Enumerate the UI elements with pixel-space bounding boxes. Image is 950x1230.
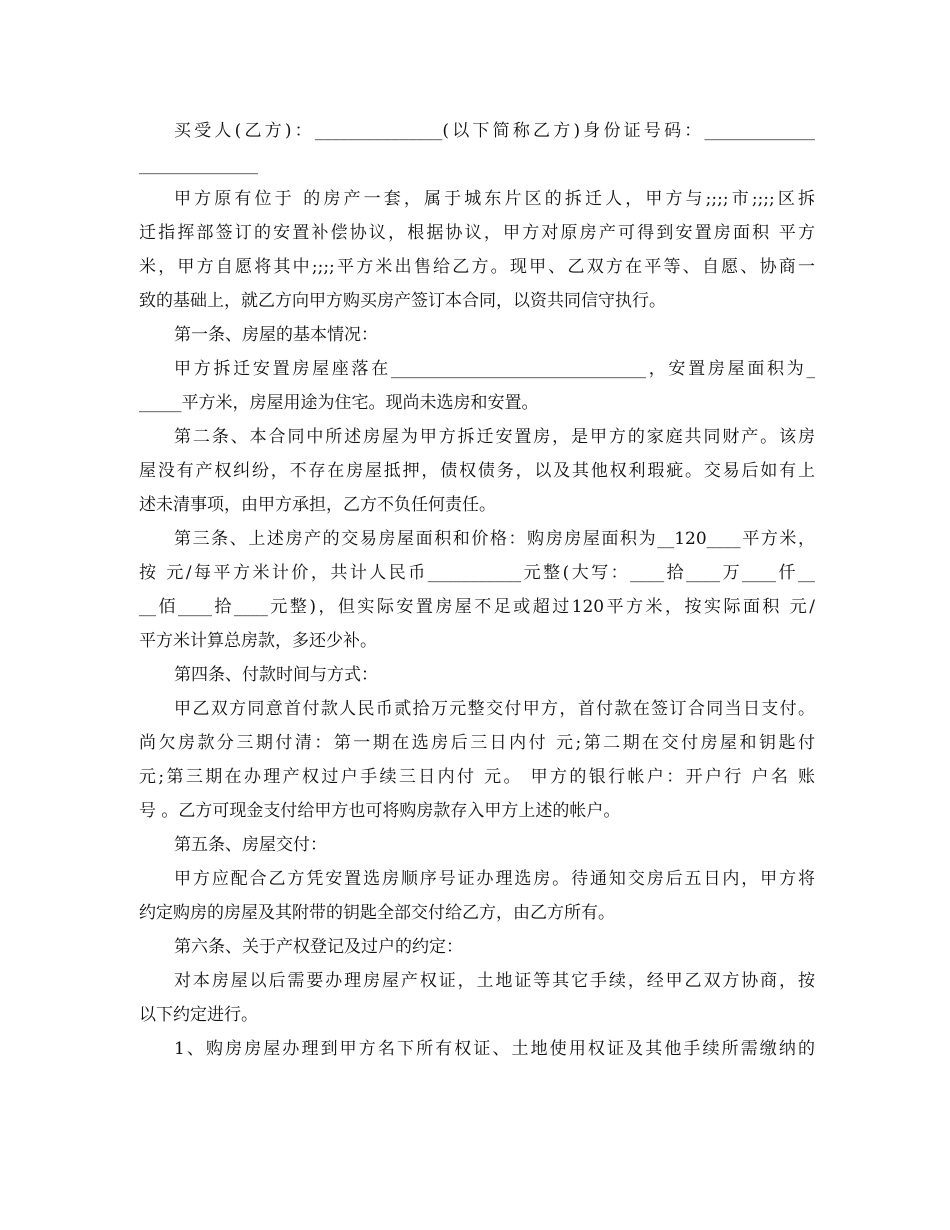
article-4-line: 元;第三期在办理产权过户手续三日内付 元。 甲方的银行帐户：开户行 户名 账 bbox=[139, 767, 815, 787]
article-1-line: _____平方米，房屋用途为住宅。现尚未选房和安置。 bbox=[139, 393, 539, 413]
article-4-line: 甲乙双方同意首付款人民币贰拾万元整交付甲方，首付款在签订合同当日支付。 bbox=[174, 699, 815, 719]
preamble-line: 迁指挥部签订的安置补偿协议，根据协议，甲方对原房产可得到安置房面积 平方 bbox=[139, 223, 815, 243]
article-6-line: 对本房屋以后需要办理房屋产权证，土地证等其它手续，经甲乙双方协商，按 bbox=[174, 971, 815, 991]
article-1-heading: 第一条、房屋的基本情况： bbox=[174, 325, 378, 345]
article-3-line: __佰____拾____元整)，但实际安置房屋不足或超过120平方米，按实际面积 元/ bbox=[139, 597, 815, 617]
buyer-line: 买受人(乙方)：_______________(以下简称乙方)身份证号码：_____________ bbox=[174, 121, 815, 141]
article-3-line: 平方米计算总房款，多还少补。 bbox=[139, 631, 377, 651]
article-5-line: 约定购房的房屋及其附带的钥匙全部交付给乙方，由乙方所有。 bbox=[139, 903, 615, 923]
article-4-heading: 第四条、付款时间与方式： bbox=[174, 665, 378, 685]
article-2-line: 第二条、本合同中所述房屋为甲方拆迁安置房，是甲方的家庭共同财产。该房 bbox=[174, 427, 815, 447]
article-6-item-1-line: 1、购房房屋办理到甲方名下所有权证、土地使用权证及其他手续所需缴纳的 bbox=[174, 1039, 815, 1059]
buyer-line-continued: ______________ bbox=[139, 155, 258, 175]
article-5-line: 甲方应配合乙方凭安置选房顺序号证办理选房。待通知交房后五日内，甲方将 bbox=[174, 869, 815, 889]
contract-body bbox=[139, 114, 815, 1066]
article-1-line: 甲方拆迁安置房屋座落在______________________________，安置房屋面积为_ bbox=[174, 359, 815, 379]
article-3-line: 按 元/每平方米计价，共计人民币___________元整(大写：____拾____万____仟__ bbox=[139, 563, 815, 583]
article-6-line: 以下约定进行。 bbox=[139, 1005, 258, 1025]
article-4-line: 号 。乙方可现金支付给甲方也可将购房款存入甲方上述的帐户。 bbox=[139, 801, 621, 821]
article-2-line: 述未清事项，由甲方承担，乙方不负任何责任。 bbox=[139, 495, 496, 515]
article-3-line: 第三条、上述房产的交易房屋面积和价格：购房房屋面积为__120____平方米， bbox=[174, 529, 815, 549]
preamble-line: 甲方原有位于 的房产一套，属于城东片区的拆迁人，甲方与;;;;市;;;;区拆 bbox=[174, 189, 815, 209]
article-5-heading: 第五条、房屋交付： bbox=[174, 835, 327, 855]
article-4-line: 尚欠房款分三期付清：第一期在选房后三日内付 元;第二期在交付房屋和钥匙付 bbox=[139, 733, 815, 753]
article-2-line: 屋没有产权纠纷，不存在房屋抵押，债权债务，以及其他权利瑕疵。交易后如有上 bbox=[139, 461, 815, 481]
preamble-line: 致的基础上，就乙方向甲方购买房产签订本合同，以资共同信守执行。 bbox=[139, 291, 666, 311]
preamble-line: 米，甲方自愿将其中;;;;平方米出售给乙方。现甲、乙双方在平等、自愿、协商一 bbox=[139, 257, 815, 277]
article-6-heading: 第六条、关于产权登记及过户的约定： bbox=[174, 937, 463, 957]
